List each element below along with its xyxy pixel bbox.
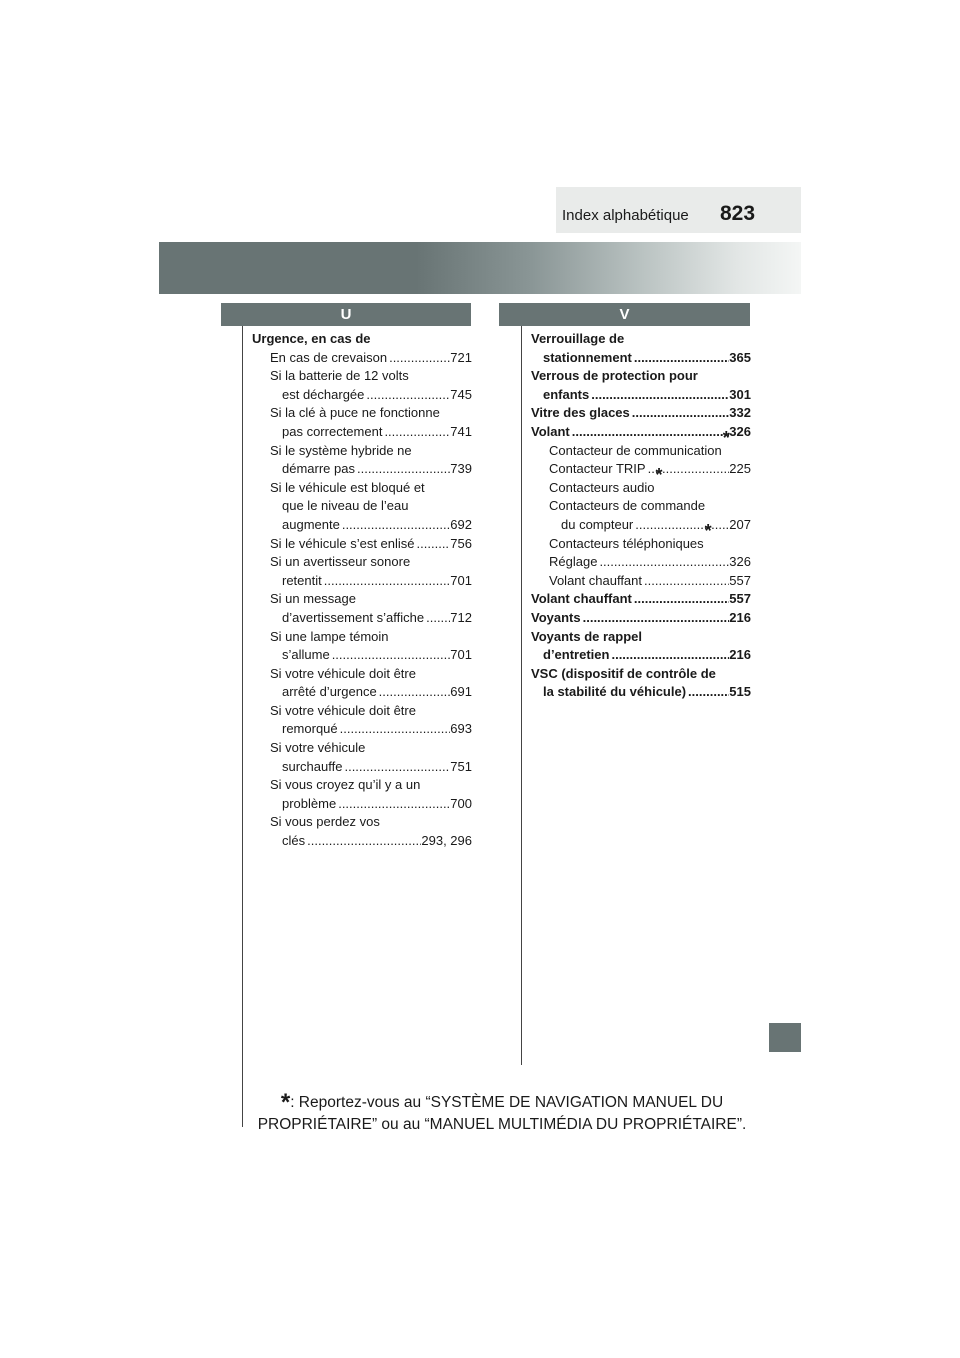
index-entry-text: Si le véhicule s’est enlisé [270, 535, 415, 551]
index-entry [252, 702, 472, 721]
index-entry-text: d’avertissement s’affiche [282, 609, 425, 625]
index-entry [531, 460, 751, 479]
index-entry [531, 330, 751, 349]
index-entry [531, 665, 751, 684]
index-entry [531, 646, 751, 665]
index-entry-page: 756 [450, 535, 472, 551]
section-letter-u: U [221, 303, 471, 326]
index-entry-text: Volant [531, 423, 570, 439]
index-entry [252, 535, 472, 554]
dot-leader [387, 349, 450, 368]
index-entry [531, 367, 751, 386]
dot-leader [336, 795, 450, 814]
index-entry [252, 553, 472, 572]
index-entry-text: Contacteurs téléphoniques [549, 535, 704, 551]
index-entry-page: 293, 296 [421, 833, 472, 849]
dot-leader [633, 516, 729, 535]
index-entry-text: Si vous perdez vos [270, 814, 380, 830]
index-entry [252, 646, 472, 665]
footnote-ref-star: * [704, 520, 712, 541]
dot-leader [630, 404, 730, 423]
index-entry-text: Volant chauffant [531, 591, 632, 607]
index-entry-text: Si votre véhicule doit être [270, 702, 416, 718]
index-entry-page: 326 [729, 554, 751, 570]
index-entry [252, 497, 472, 516]
header-gradient-band [159, 242, 801, 294]
index-entry-page: 692 [450, 516, 472, 532]
index-entry-text: clés [282, 833, 306, 849]
index-entry-text: démarre pas [282, 461, 355, 477]
index-entry-text: s’allume [282, 647, 330, 663]
footnote [242, 1089, 762, 1136]
index-entry-page: 751 [450, 758, 472, 774]
index-entry [531, 349, 751, 368]
index-entry-text: Contacteur de communication [549, 442, 722, 458]
index-entry-page: 207 [729, 516, 751, 532]
index-entry-text: est déchargée [282, 386, 365, 402]
dot-leader [632, 349, 729, 368]
index-entry-text: problème [282, 795, 337, 811]
index-entry-text: Verrouillage de [531, 331, 625, 346]
index-entry-text: surchauffe [282, 758, 343, 774]
index-entry [252, 813, 472, 832]
index-entry-page: 216 [729, 609, 751, 625]
index-entry-text: Si une lampe témoin [270, 628, 389, 644]
index-entry [252, 776, 472, 795]
index-entry [531, 404, 751, 423]
index-entry-text: Si le véhicule est bloqué et [270, 479, 425, 495]
index-entry [252, 590, 472, 609]
footnote-ref-star: * [722, 427, 730, 448]
dot-leader [340, 516, 450, 535]
index-entry [531, 590, 751, 609]
index-entry-text: Contacteur TRIP [549, 461, 646, 477]
index-entry-text: Verrous de protection pour [531, 368, 698, 384]
index-entry-page: 712 [450, 609, 472, 625]
index-entry-text: Si votre véhicule doit être [270, 665, 416, 681]
index-entry-page: 225 [729, 461, 751, 477]
index-entry [252, 404, 472, 423]
index-entry-page: 745 [450, 386, 472, 402]
index-entry-text: augmente [282, 516, 340, 532]
index-entry-text: arrêté d’urgence [282, 684, 377, 700]
index-entry-page: 693 [450, 721, 472, 737]
index-entry-text: Voyants de rappel [531, 628, 643, 644]
index-entry-page: 700 [450, 795, 472, 811]
dot-leader [581, 609, 730, 628]
index-entry-text: Urgence, en cas de [252, 331, 371, 346]
index-entry-text: En cas de crevaison [270, 349, 388, 365]
index-entry-text: remorqué [282, 721, 338, 737]
index-entry-page: 741 [450, 423, 472, 439]
index-entry-page: 515 [729, 684, 751, 700]
index-column-u [252, 330, 472, 851]
index-entry [531, 423, 751, 442]
index-entry [252, 683, 472, 702]
index-entry-text: Si la clé à puce ne fonctionne [270, 405, 440, 421]
index-entry [531, 497, 751, 516]
index-entry [531, 386, 751, 405]
index-entry-page: 701 [450, 572, 472, 588]
column-divider [521, 325, 522, 1065]
index-entry [252, 572, 472, 591]
dot-leader [355, 460, 450, 479]
footnote-line-1: : Reportez-vous au “SYSTÈME DE NAVIGATION MANUEL DU [290, 1094, 724, 1111]
dot-leader [686, 683, 729, 702]
index-entry-text: Contacteurs de commande [549, 498, 706, 514]
index-entry-page: 365 [729, 349, 751, 365]
dot-leader [382, 423, 450, 442]
index-entry [531, 609, 751, 628]
index-entry-text: Si un avertisseur sonore [270, 554, 411, 570]
index-entry-page: 216 [729, 647, 751, 663]
index-entry [252, 665, 472, 684]
section-letter-v: V [499, 303, 750, 326]
index-entry-page: 721 [450, 349, 472, 365]
dot-leader [322, 572, 451, 591]
index-entry-text: pas correctement [282, 423, 383, 439]
index-entry-text: Contacteurs audio [549, 479, 655, 495]
index-entry-text: VSC (dispositif de contrôle de [531, 665, 716, 681]
index-entry-text: Volant chauffant [549, 572, 643, 588]
index-entry [531, 683, 751, 702]
index-entry-text: la stabilité du véhicule) [543, 684, 687, 700]
index-entry-text: Si un message [270, 591, 356, 607]
index-entry [252, 423, 472, 442]
index-entry [252, 349, 472, 368]
index-entry-text: Voyants [531, 609, 581, 625]
index-entry-text: du compteur [561, 516, 634, 532]
index-entry-text: Si vous croyez qu’il y a un [270, 777, 421, 793]
footnote-ref-star: * [655, 464, 663, 485]
left-column-rule [242, 325, 243, 1127]
dot-leader [597, 553, 729, 572]
dot-leader [342, 758, 450, 777]
dot-leader [424, 609, 450, 628]
dot-leader [338, 720, 451, 739]
index-entry-text: stationnement [543, 349, 632, 365]
index-entry-page: 332 [729, 405, 751, 421]
index-entry-text: Si le système hybride ne [270, 442, 412, 458]
index-entry-text: Réglage [549, 554, 598, 570]
index-entry-page: 701 [450, 647, 472, 663]
index-entry [252, 720, 472, 739]
index-entry-page: 557 [729, 572, 751, 588]
index-entry-text: Vitre des glaces [531, 405, 630, 421]
index-column-v [531, 330, 751, 702]
index-entry-text: que le niveau de l’eau [282, 498, 409, 514]
index-entry-text: Si la batterie de 12 volts [270, 368, 409, 384]
dot-leader [377, 683, 451, 702]
index-entry [531, 572, 751, 591]
index-entry [531, 553, 751, 572]
index-entry [252, 460, 472, 479]
index-entry [531, 516, 751, 535]
index-entry [531, 628, 751, 647]
page-number: 823 [720, 202, 756, 225]
dot-leader [632, 590, 729, 609]
index-entry [252, 795, 472, 814]
index-entry-text: d’entretien [543, 647, 610, 663]
index-entry [252, 367, 472, 386]
index-entry-page: 557 [729, 591, 751, 607]
dot-leader [330, 646, 451, 665]
index-entry [252, 832, 472, 851]
page-header-title: Index alphabétique [562, 207, 689, 224]
index-entry [252, 628, 472, 647]
dot-leader [589, 386, 729, 405]
dot-leader [642, 572, 729, 591]
dot-leader [415, 535, 451, 554]
index-entry [252, 479, 472, 498]
footnote-line-2: PROPRIÉTAIRE” ou au “MANUEL MULTIMÉDIA DU PROPRIÉTAIRE”. [257, 1116, 747, 1133]
dot-leader [364, 386, 450, 405]
index-entry [252, 442, 472, 461]
chapter-side-tab [769, 1023, 801, 1052]
footnote-star: * [280, 1089, 291, 1116]
dot-leader [609, 646, 729, 665]
index-entry [252, 330, 472, 349]
index-entry-page: 739 [450, 461, 472, 477]
dot-leader [305, 832, 421, 851]
index-entry [252, 609, 472, 628]
index-entry [252, 516, 472, 535]
index-entry [252, 386, 472, 405]
index-entry-page: 326 [729, 423, 751, 439]
index-entry-text: retentit [282, 572, 322, 588]
index-entry [252, 739, 472, 758]
index-entry-text: Si votre véhicule [270, 740, 366, 756]
index-entry [252, 758, 472, 777]
dot-leader [570, 423, 730, 442]
index-entry-page: 691 [450, 684, 472, 700]
index-entry-text: enfants [543, 386, 590, 402]
index-entry-page: 301 [729, 386, 751, 402]
